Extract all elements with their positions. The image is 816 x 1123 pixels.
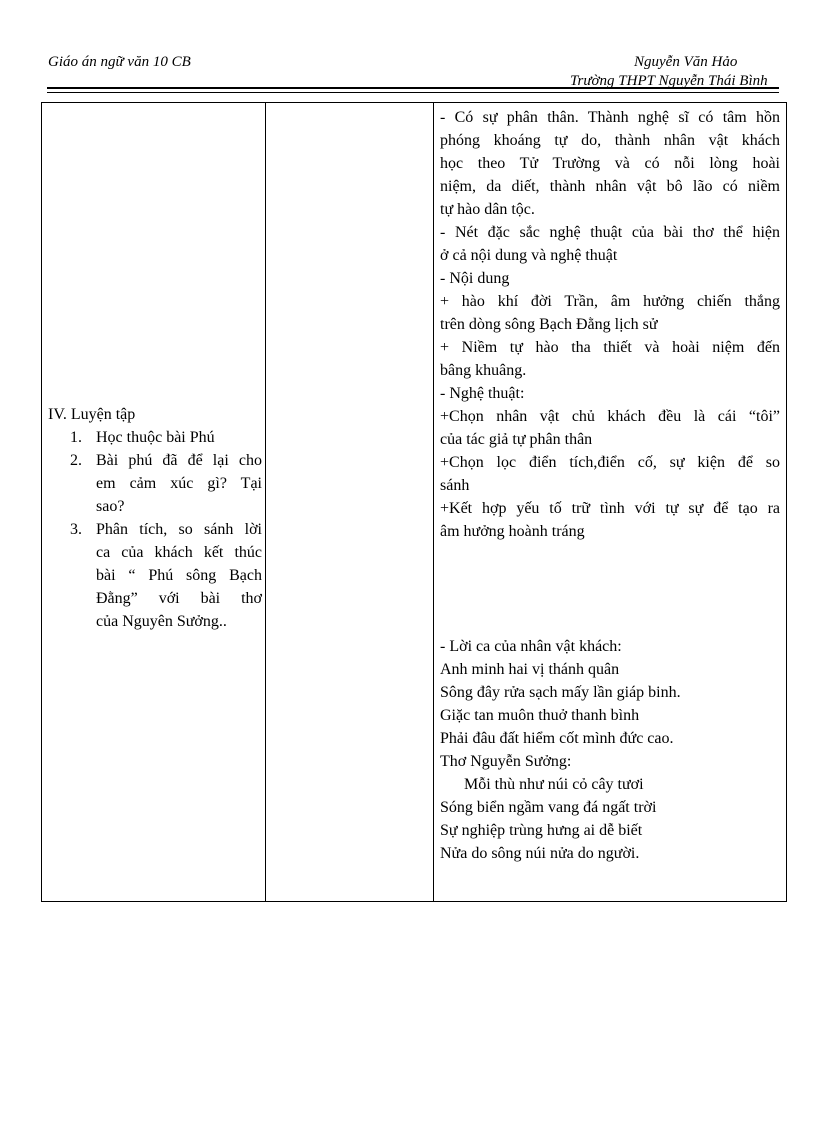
section-heading: IV. Luyện tập [48,406,136,423]
exercise-text-line: Bài phú đã để lại cho [96,452,262,469]
header-rule-thin [47,92,779,93]
text-line: +Kết hợp yếu tố trữ tình với tự sự để tạo ra [440,500,780,517]
text-line: Sự nghiệp trùng hưng ai dễ biết [440,822,643,839]
paragraph-phan-than [440,106,780,221]
paragraph-dien-tich [440,451,780,497]
exercise-number: 3. [70,521,82,538]
text-line: Anh minh hai vị thánh quân [440,661,620,678]
exercise-item [48,449,262,518]
exercise-text-line: của Nguyên Sưởng.. [96,613,227,630]
exercise-text-line: em cảm xúc gì? Tại [96,475,262,492]
exercise-text-line: bài “ Phú sông Bạch [96,567,262,584]
text-line: Giặc tan muôn thuở thanh bình [440,707,640,724]
content-column [440,106,780,865]
header-school: Trường THPT Nguyễn Thái Bình [570,73,768,87]
table-divider-2 [433,103,434,901]
text-line: +Chọn nhân vật chủ khách đều là cái “tôi” [440,408,780,425]
poem-nguyen-suong [440,796,780,865]
paragraph-dac-sac [440,221,780,267]
lesson-table [41,102,787,902]
spacer [440,543,780,635]
text-line: phóng khoáng tự do, thành nhân vật khách [440,132,780,149]
text-line: âm hưởng hoành tráng [440,523,585,540]
paragraph-hao-khi [440,290,780,336]
poem2-title: Thơ Nguyễn Sưởng: [440,753,572,770]
paragraph-nhan-vat [440,405,780,451]
text-line: bâng khuâng. [440,362,527,379]
paragraph-ket-hop [440,497,780,543]
text-line: - Có sự phân thân. Thành nghệ sĩ có tâm hồn [440,109,780,126]
text-line: của tác giả tự phân thân [440,431,593,448]
text-line: Sông đây rửa sạch mấy lần giáp binh. [440,684,681,701]
text-line: +Chọn lọc điển tích,điển cố, sự kiện để so [440,454,780,471]
text-line: - Nét đặc sắc nghệ thuật của bài thơ thể hiện [440,224,780,241]
text-line: Phải đâu đất hiểm cốt mình đức cao. [440,730,674,747]
table-divider-1 [265,103,266,901]
exercise-list [48,426,262,633]
text-line: Nửa do sông núi nửa do người. [440,845,640,862]
text-line: niệm, da diết, thành nhân vật bô lão có niềm [440,178,780,195]
header-author: Nguyễn Văn Hảo [634,54,738,70]
exercise-text-line: Đằng” với bài thơ [96,590,262,607]
paragraph-tu-hao [440,336,780,382]
poem-khach [440,658,780,750]
text-line: tự hào dân tộc. [440,201,535,218]
text-line: sánh [440,477,470,494]
poem2-first-line: Mỗi thù như núi cỏ cây tươi [464,776,644,793]
exercise-number: 1. [70,429,82,446]
text-line: + hào khí đời Trần, âm hưởng chiến thắng [440,293,780,310]
paragraph-nghe-thuat [440,382,780,405]
activity-column [48,403,262,633]
exercise-text-line: Học thuộc bài Phú [96,429,215,446]
header-rule-thick [47,87,779,89]
exercise-text-line: ca của khách kết thúc [96,544,262,561]
exercise-text-line: sao? [96,498,125,515]
text-line: ở cả nội dung và nghệ thuật [440,247,618,264]
exercise-number: 2. [70,452,82,469]
exercise-item [48,518,262,633]
exercise-text-line: Phân tích, so sánh lời [96,521,262,538]
text-line: Sóng biển ngầm vang đá ngất trời [440,799,657,816]
paragraph-noi-dung [440,267,780,290]
text-line: học theo Tử Trường và có nỗi lòng hoài [440,155,780,172]
text-line: + Niềm tự hào tha thiết và hoài niệm đến [440,339,780,356]
text-line: - Nghệ thuật: [440,385,525,402]
header-doc-title: Giáo án ngữ văn 10 CB [48,54,191,70]
text-line: - Nội dung [440,270,510,287]
exercise-item [48,426,262,449]
text-line: trên dòng sông Bạch Đằng lịch sử [440,316,658,333]
poem1-title: - Lời ca của nhân vật khách: [440,638,622,655]
